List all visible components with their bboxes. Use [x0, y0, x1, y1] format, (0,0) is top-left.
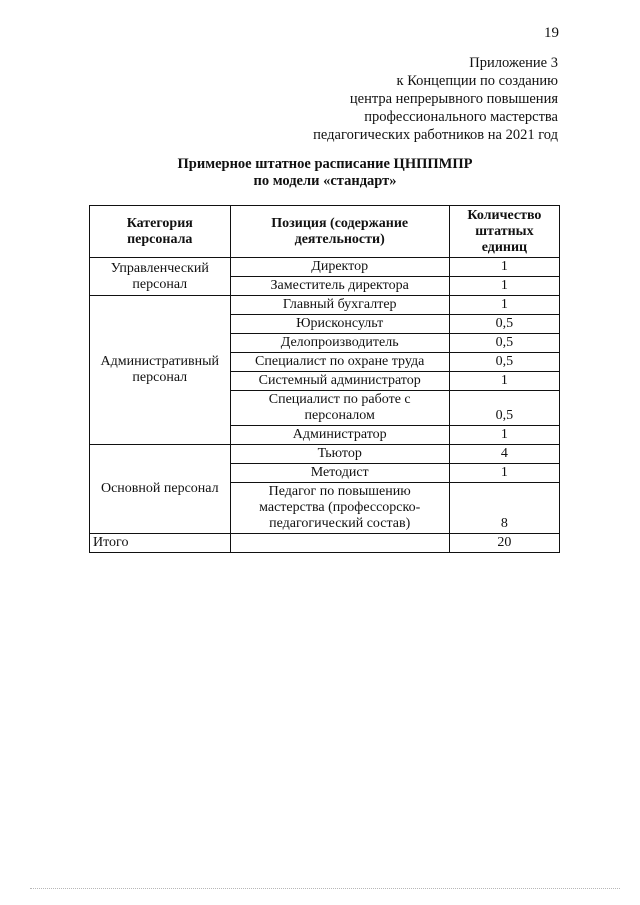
position-text: Тьютор [317, 446, 362, 461]
position-text: Администратор [292, 427, 387, 442]
count-cell: 1 [449, 277, 559, 296]
position-cell [230, 315, 449, 334]
header-text: персонала [127, 231, 193, 247]
header-text: Категория [126, 215, 193, 231]
position-text: Заместитель директора [270, 278, 409, 293]
total-row [90, 534, 560, 553]
appendix-line: центра непрерывного повышения [349, 91, 558, 107]
appendix-line: педагогических работников на 2021 год [313, 127, 558, 143]
position-text: Главный бухгалтер [282, 297, 397, 312]
position-text: Юрисконсульт [296, 316, 384, 331]
count-cell: 0,5 [449, 391, 559, 426]
count-cell: 1 [449, 258, 559, 277]
position-cell [230, 334, 449, 353]
category-text: Основной персонал [100, 481, 219, 496]
appendix-line: профессионального мастерства [364, 109, 558, 125]
position-cell [230, 296, 449, 315]
category-text: Управленческий [110, 260, 209, 276]
position-text: Педагог по повышению [268, 484, 411, 499]
position-text: Специалист по охране труда [255, 354, 425, 369]
position-cell [230, 353, 449, 372]
table-row [90, 296, 560, 315]
count-cell: 0,5 [449, 353, 559, 372]
position-cell [230, 426, 449, 445]
header-text: деятельности) [294, 231, 385, 247]
count-cell: 4 [449, 445, 559, 464]
title-line: Примерное штатное расписание ЦНППМПР [177, 156, 473, 172]
category-text: персонал [132, 276, 188, 292]
table-row [90, 258, 560, 277]
appendix-line: Приложение 3 [469, 55, 558, 71]
position-text: Методист [310, 465, 369, 480]
header-category [90, 206, 231, 258]
position-cell [230, 445, 449, 464]
count-cell: 1 [449, 464, 559, 483]
page-number: 19 [544, 25, 559, 41]
category-cell [90, 296, 231, 445]
count-cell: 1 [449, 426, 559, 445]
position-cell [230, 483, 449, 534]
position-cell [230, 372, 449, 391]
appendix-line: к Концепции по созданию [396, 73, 558, 89]
count-cell: 1 [449, 372, 559, 391]
header-count [449, 206, 559, 258]
position-cell [230, 464, 449, 483]
position-text: Директор [311, 259, 369, 274]
total-empty-cell [230, 534, 449, 553]
header-text: единиц [481, 239, 528, 255]
position-text: Системный администратор [258, 373, 421, 388]
appendix-block [313, 54, 558, 144]
document-title [90, 156, 560, 190]
count-cell: 0,5 [449, 334, 559, 353]
count-cell: 1 [449, 296, 559, 315]
table-header-row [90, 206, 560, 258]
position-text: персоналом [304, 408, 375, 423]
category-cell [90, 445, 231, 534]
position-text: мастерства (профессорско- [259, 500, 421, 515]
position-text: Делопроизводитель [280, 335, 399, 350]
header-text: Позиция (содержание [271, 215, 409, 231]
header-position [230, 206, 449, 258]
count-cell: 0,5 [449, 315, 559, 334]
category-cell [90, 258, 231, 296]
category-text: Административный [100, 354, 220, 369]
position-cell [230, 258, 449, 277]
staffing-table [89, 205, 560, 553]
table-row [90, 445, 560, 464]
total-count: 20 [449, 534, 559, 553]
category-text: персонал [132, 370, 188, 385]
scan-artifact-line [30, 888, 620, 890]
count-cell: 8 [449, 483, 559, 534]
header-text: Количество [467, 207, 542, 223]
total-label: Итого [90, 534, 231, 553]
position-cell [230, 277, 449, 296]
title-line: по модели «стандарт» [253, 173, 397, 189]
position-text: Специалист по работе с [268, 392, 411, 407]
position-cell [230, 391, 449, 426]
position-text: педагогический состав) [269, 516, 411, 531]
header-text: штатных [475, 223, 534, 239]
